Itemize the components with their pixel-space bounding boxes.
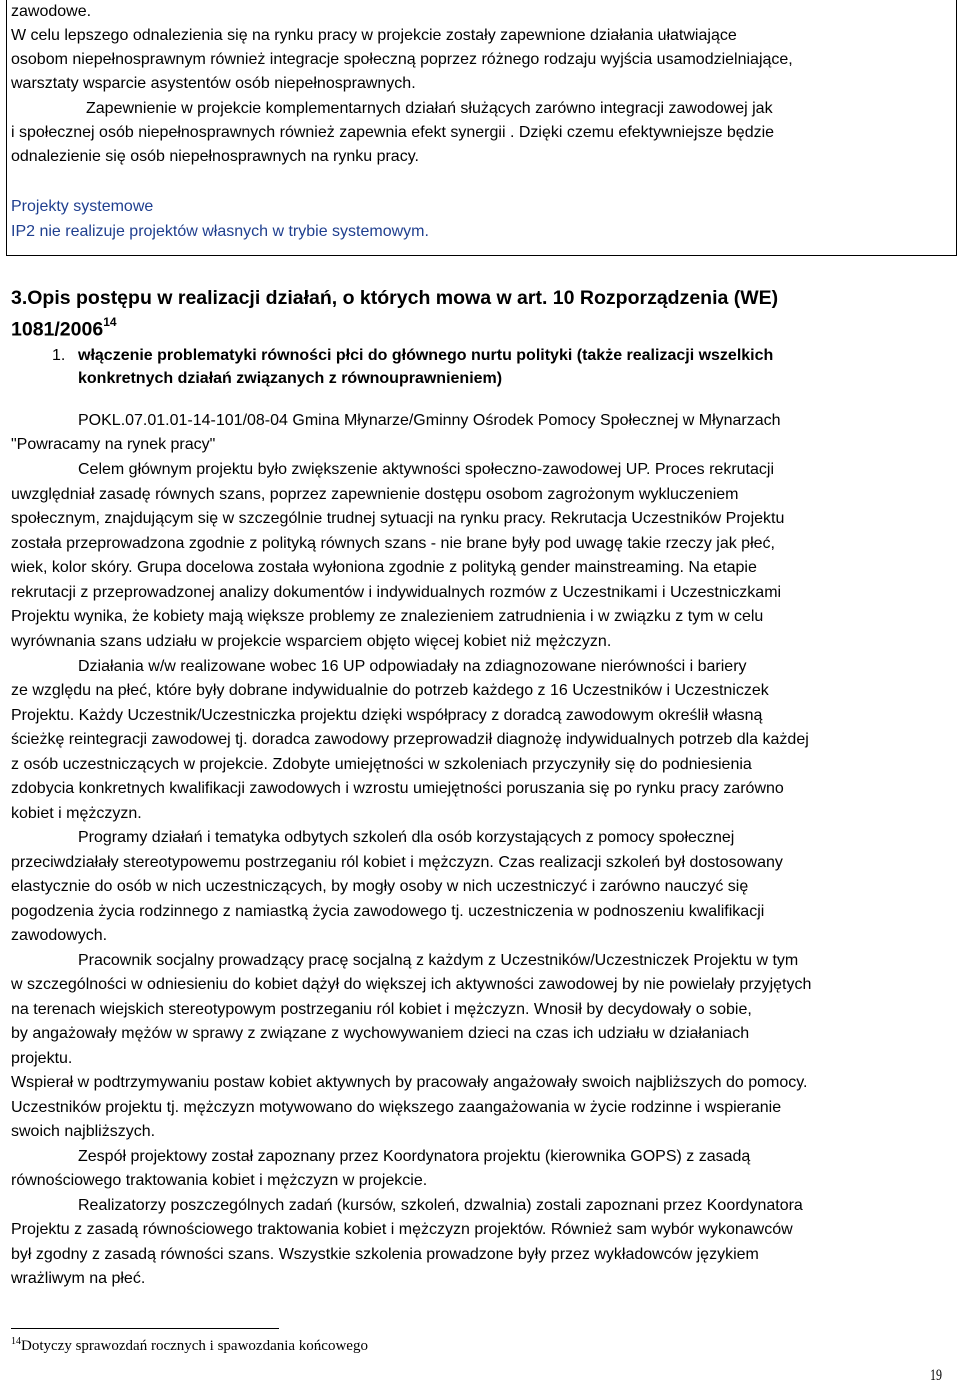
body-line-33: był zgodny z zasadą równości szans. Wszystkie szkolenia prowadzone były przez wykładowców językiem	[11, 1246, 759, 1263]
body-line-13: z osób uczestniczących w projekcie. Zdobyte umiejętności w szkoleniach przyczyniły się do podniesienia	[11, 756, 752, 773]
body-line-20: zawodowych.	[11, 927, 108, 944]
body-line-2: uwzględniał zasadę równych szans, poprzez zapewnienie dostępu osobom zagrożonym wykluczeniem	[11, 486, 739, 503]
project-code-line	[78, 412, 781, 430]
body-line-26: Wspierał w podtrzymywaniu postaw kobiet aktywnych by pracowały angażowały swoich najbliższych do pomocy.	[11, 1074, 808, 1091]
footnote-number: 14	[11, 1336, 21, 1347]
body-line-6: rekrutacji z przeprowadzonej analizy dokumentów i indywidualnych rozmów z Uczestnikami i Uczestniczkami	[11, 584, 782, 601]
body-line-28: swoich najbliższych.	[11, 1123, 156, 1140]
body-line-27: Uczestników projektu tj. mężczyzn motywowano do większego zaangażowania w życie rodzinne i wspieranie	[11, 1099, 782, 1116]
section-heading-number: 1081/2006	[11, 318, 104, 341]
body-line-22: w szczególności w odniesieniu do kobiet dążył do większej ich aktywności zawodowej by nie powielały przyjętych	[11, 976, 812, 993]
body-line-21: Pracownik socjalny prowadzący pracę socjalną z każdym z Uczestników/Uczestniczek Projektu w tym	[78, 952, 799, 969]
body-line-11: Projektu. Każdy Uczestnik/Uczestniczka projektu dzięki współpracy z doradcą zawodowym określił własną	[11, 707, 763, 724]
item-title-line-2: konkretnych działań związanych z równouprawnieniem)	[78, 370, 503, 387]
body-line-32: Projektu z zasadą równościowego traktowania kobiet i mężczyzn projektów. Również sam wybór wykonawców	[11, 1221, 793, 1238]
body-line-17: przeciwdziałały stereotypowemu postrzeganiu ról kobiet i mężczyzn. Czas realizacji szkoleń był dostosowany	[11, 854, 783, 871]
project-code: POKL.07.01.01-14-101/08-04 Gmina Młynarze/Gminny Ośrodek Pomocy Społecznej w Młynarzach	[78, 412, 781, 429]
body-line-16: Programy działań i tematyka odbytych szkoleń dla osób korzystających z pomocy społecznej	[78, 829, 735, 846]
body-line-31: Realizatorzy poszczególnych zadań (kursów, szkoleń, dzwalnia) zostali zapoznani przez Koordynatora	[78, 1197, 803, 1214]
footnote-separator	[11, 1328, 279, 1329]
item-number: 1.	[52, 347, 66, 364]
box-line-5: Zapewnienie w projekcie komplementarnych działań służących zarówno integracji zawodowej jak	[86, 100, 773, 117]
body-line-30: równościowego traktowania kobiet i mężczyzn w projekcie.	[11, 1172, 428, 1189]
body-line-14: zdobycia konkretnych kwalifikacji zawodowych i wzrostu umiejętności poruszania się po rynku pracy zarówno	[11, 780, 784, 797]
footnote	[11, 1336, 368, 1355]
section-heading-line-1: 3.Opis postępu w realizacji działań, o których mowa w art. 10 Rozporządzenia (WE)	[11, 287, 779, 309]
page-number: 19	[930, 1367, 942, 1384]
body-line-18: elastycznie do osób w nich uczestniczących, by mogły osoby w nich uczestniczyć i zarówno nauczyć się	[11, 878, 749, 895]
body-line-9: Działania w/w realizowane wobec 16 UP odpowiadały na zdiagnozowane nierówności i bariery	[78, 658, 747, 675]
body-line-4: została przeprowadzona zgodnie z polityką równych szans - nie brane były pod uwagę takie rzeczy jak płeć,	[11, 535, 775, 552]
box-line-1: zawodowe.	[11, 3, 92, 20]
body-line-19: pogodzenia życia rodzinnego z namiastką życia zawodowego tj. uczestniczenia w podnoszeniu kwalifikacji	[11, 903, 765, 920]
footnote-text: Dotyczy sprawozdań rocznych i spawozdania końcowego	[21, 1338, 368, 1354]
box-line-7: odnalezienie się osób niepełnosprawnych na rynku pracy.	[11, 148, 419, 165]
body-line-3: społecznym, znajdującym się w szczególnie trudnej sytuacji na rynku pracy. Rekrutacja Uczestników Projektu	[11, 510, 785, 527]
body-line-5: wiek, kolor skóry. Grupa docelowa została wyłoniona zgodnie z polityką gender mainstreaming. Na etapie	[11, 559, 757, 576]
item-title-line-1: włączenie problematyki równości płci do głównego nurtu polityki (także realizacji wszelkich	[78, 347, 774, 364]
footnote-ref: 14	[103, 315, 117, 329]
body-line-29: Zespół projektowy został zapoznany przez Koordynatora projektu (kierownika GOPS) z zasadą	[78, 1148, 751, 1165]
box-subheading: Projekty systemowe	[11, 198, 154, 215]
box-subtext: IP2 nie realizuje projektów własnych w trybie systemowym.	[11, 223, 429, 240]
body-line-25: projektu.	[11, 1050, 73, 1067]
body-line-8: wyrównania szans udziału w projekcie wsparciem objęto więcej kobiet niż mężczyzn.	[11, 633, 612, 650]
body-line-7: Projektu wynika, że kobiety mają większe problemy ze znalezieniem zatrudnienia i w związku z tym w celu	[11, 608, 764, 625]
box-line-2: W celu lepszego odnalezienia się na rynku pracy w projekcie zostały zapewnione działania ułatwiające	[11, 27, 737, 44]
body-line-34: wrażliwym na płeć.	[11, 1270, 146, 1287]
body-line-15: kobiet i mężczyzn.	[11, 805, 142, 822]
body-line-1: Celem głównym projektu było zwiększenie aktywności społeczno-zawodowej UP. Proces rekrutacji	[78, 461, 774, 478]
body-line-12: ścieżkę reintegracji zawodowej tj. doradca zawodowy przeprowadził diagnożę indywidualnych potrzeb dla każdej	[11, 731, 809, 748]
project-title: "Powracamy na rynek pracy"	[11, 436, 216, 453]
box-line-4: warsztaty wsparcie asystentów osób niepełnosprawnych.	[11, 75, 416, 92]
box-line-3: osobom niepełnosprawnym również integracje społeczną poprzez różnego rodzaju wyjścia usamodzielniające,	[11, 51, 793, 68]
body-line-23: na terenach wiejskich stereotypowym postrzeganiu ról kobiet i mężczyzn. Wnosił by decydowały o sobie,	[11, 1001, 752, 1018]
body-line-24: by angażowały mężów w sprawy z związane z wychowywaniem dzieci na czas ich udziału w działaniach	[11, 1025, 750, 1042]
body-line-10: ze względu na płeć, które były dobrane indywidualnie do potrzeb każdego z 16 Uczestników i Uczestniczek	[11, 682, 769, 699]
section-heading-line-2	[11, 317, 117, 342]
box-line-6: i społecznej osób niepełnosprawnych również zapewnia efekt synergii . Dzięki czemu efektywniejsze będzie	[11, 124, 775, 141]
